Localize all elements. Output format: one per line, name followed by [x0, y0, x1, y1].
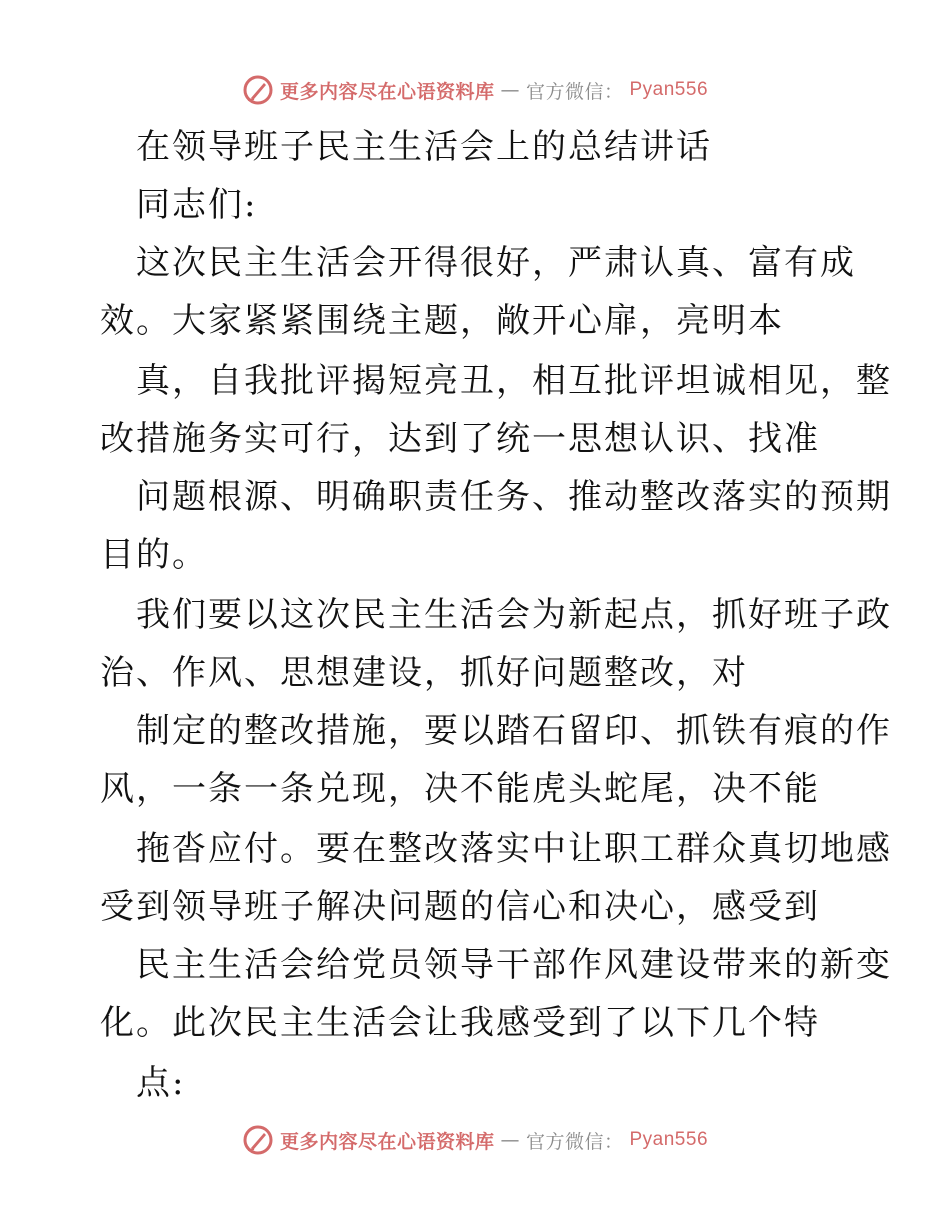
paragraph-line: 化。此次民主生活会让我感受到了以下几个特	[100, 1003, 820, 1043]
paragraph-line: 这次民主生活会开得很好，严肃认真、富有成	[136, 243, 856, 283]
paragraph-line: 改措施务实可行，达到了统一思想认识、找准	[100, 419, 820, 459]
paragraph-line: 拖沓应付。要在整改落实中让职工群众真切地感	[136, 829, 892, 869]
watermark-wechat-label: 官方微信：	[525, 1130, 624, 1153]
footer-watermark	[0, 1120, 950, 1160]
paragraph-line: 问题根源、明确职责任务、推动整改落实的预期	[136, 477, 892, 517]
paragraph-line: 受到领导班子解决问题的信心和决心，感受到	[100, 887, 820, 927]
paragraph-line: 我们要以这次民主生活会为新起点，抓好班子政	[136, 595, 892, 635]
document-title: 在领导班子民主生活会上的总结讲话	[136, 127, 712, 167]
watermark-separator: —	[500, 79, 520, 101]
watermark-separator: —	[500, 1129, 520, 1151]
paragraph-line: 风，一条一条兑现，决不能虎头蛇尾，决不能	[100, 769, 820, 809]
paragraph-line: 真，自我批评揭短亮丑，相互批评坦诚相见，整	[136, 361, 892, 401]
watermark-wechat-label: 官方微信：	[525, 80, 624, 103]
paragraph-line: 制定的整改措施，要以踏石留印、抓铁有痕的作	[136, 711, 892, 751]
paragraph-line: 目的。	[100, 535, 208, 575]
paragraph-line: 治、作风、思想建设，抓好问题整改，对	[100, 653, 748, 693]
watermark-promo-text: 更多内容尽在心语资料库	[279, 80, 495, 103]
watermark-wechat-id: Pyan556	[629, 79, 709, 100]
watermark-wechat-id: Pyan556	[629, 1129, 709, 1150]
header-watermark	[0, 70, 950, 110]
watermark-promo-text: 更多内容尽在心语资料库	[279, 1130, 495, 1153]
paragraph-line: 点:	[136, 1063, 186, 1103]
paragraph-line: 民主生活会给党员领导干部作风建设带来的新变	[136, 945, 892, 985]
salutation: 同志们:	[136, 185, 258, 225]
quill-logo-icon	[242, 74, 274, 106]
quill-logo-icon	[242, 1124, 274, 1156]
paragraph-line: 效。大家紧紧围绕主题，敞开心扉，亮明本	[100, 301, 784, 341]
